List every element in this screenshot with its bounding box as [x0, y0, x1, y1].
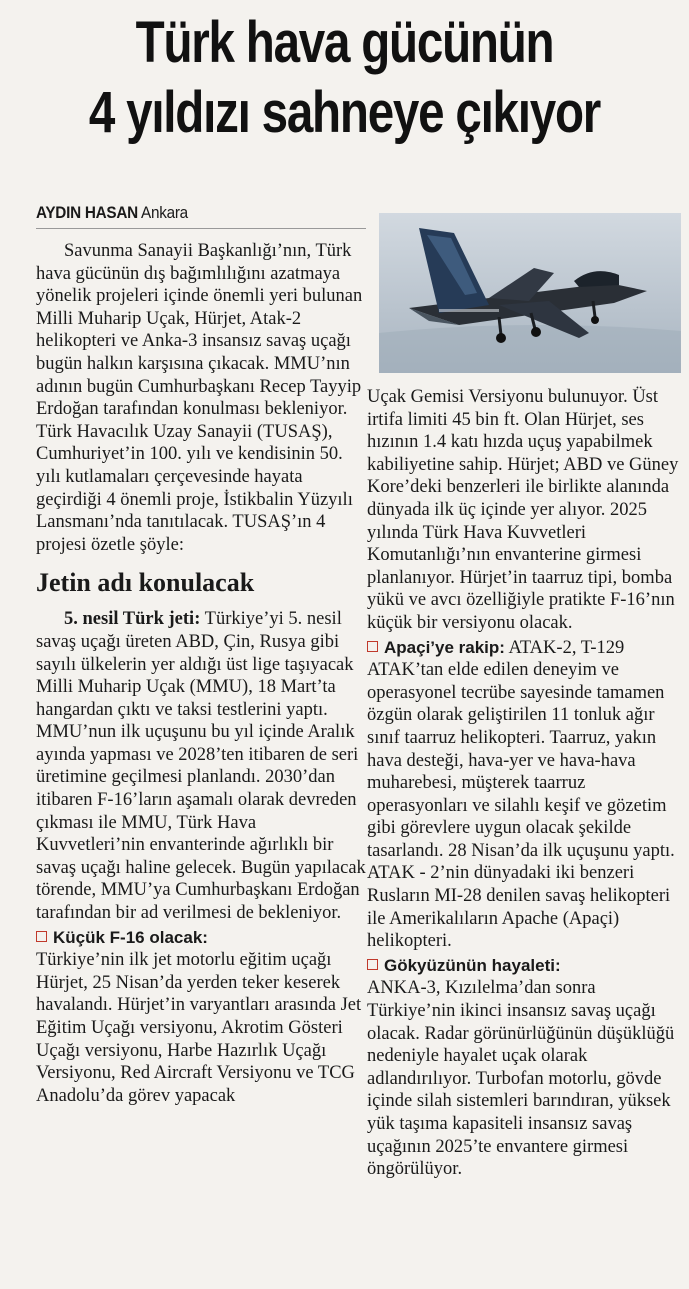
headline-line-1: Türk hava gücünün [135, 10, 554, 75]
section-2-continued: Uçak Gemisi Versiyonu bulunuyor. Üst irtifa limiti 45 bin ft. Olan Hürjet, ses hızının 1.4 katı hızda uçuş yapabilmek kabiliyetine sahip. Hürjet; ABD ve Güney Kore’deki benzerleri ile birlikte alanında dünyada ilk üç içinde yer alıyor. 2025 yılında Türk Hava Kuvvetleri Komutanlığı’nın envanterine girmesi planlanıyor. Hürjet’in taarruz tipi, bomba yükü ve avcı özelliğiyle pratikte F-16’nın küçük bir versiyonu olacak. [367, 387, 679, 633]
section-4-paragraph: ANKA-3, Kızılelma’dan sonra Türkiye’nin ikinci insansız savaş uçağı olacak. Radar görünürlüğünün düşüklüğü nedeniyle hayalet uçak olarak adlandırılıyor. Turbofan motorlu, gövde içinde silah sistemleri barındıran, yüksek yük taşıma kapasiteli insansız savaş uçağının 2025’te envantere girmesi öngörülüyor. [367, 978, 675, 1180]
byline [36, 203, 188, 223]
section-2-lead: Küçük F-16 olacak: [53, 927, 208, 947]
byline-author: AYDIN HASAN [36, 203, 138, 222]
section-3-lead: Apaçi’ye rakip: [384, 637, 505, 657]
section-1-text: Türkiye’yi 5. nesil savaş uçağı üreten ABD, Çin, Rusya gibi sayılı ülkelerin yer aldığı üst lige taşıyacak Milli Muharip Uçak (MMU), 18 Mart’ta hangardan çıktı ve taksi testlerini yaptı. MMU’nun ilk uçuşunu bu yıl içinde Aralık ayında yapması ve 2028’ten itibaren de seri üretimine geçilmesi planlandı. 2030’dan itibaren F-16’ların aşamalı olarak devreden çıkması ile MMU, Türk Hava Kuvvetleri’nin envanterinde ağırlıklı bir savaş uçağı haline gelecek. Bugün yapılacak törende, MMU’ya Cumhurbaşkanı Erdoğan tarafından bir ad verilmesi de bekleniyor. [36, 609, 366, 924]
section-3-text: ATAK-2, T-129 ATAK’tan elde edilen deneyim ve operasyonel tecrübe sayesinde tamamen özgün olarak geliştirilen 11 tonluk ağır sınıf taarruz helikopteri. Taarruz, yakın hava desteği, hava-yer ve hava-hava muharebesi, müşterek taarruz operasyonları ve silahlı keşif ve gözetim gibi görevlere uygun olacak şekilde tasarlandı. 28 Nisan’da ilk uçuşunu yaptı. ATAK - 2’nin dünyadaki iki benzeri Rusların MI-28 denilen savaş helikopteri ile Amerikalıların Apache (Apaçi) helikopteri. [367, 637, 675, 952]
byline-rule [36, 228, 366, 229]
square-bullet-icon [367, 641, 378, 652]
section-2-heading [36, 927, 366, 950]
square-bullet-icon [36, 931, 47, 942]
intro-paragraph: Savunma Sanayii Başkanlığı’nın, Türk hava gücünün dış bağımlılığını azatmaya yönelik projeleri içinde önemli yeri bulunan Milli Muharip Uçak, Hürjet, Atak-2 helikopteri ve Anka-3 insansız savaş uçağı bugün halkın karşısına çıkacak. MMU’nın adının bugün Cumhurbaşkanı Recep Tayyip Erdoğan tarafından konulması bekleniyor. Türk Havacılık Uzay Sanayii (TUSAŞ), Cumhuriyet’in 100. yılı ve kendisinin 50. yılı kutlamaları çerçevesinde hayata geçirdiği 4 önemli proje, İstikbalin Yüzyılı Lansmanı’nda tanıtılacak. TUSAŞ’ın 4 projesi özetle şöyle: [36, 241, 363, 555]
section-1-lead: 5. nesil Türk jeti: [64, 609, 201, 630]
jet-photo [379, 213, 681, 373]
section-1-paragraph [36, 608, 366, 924]
column-1 [36, 240, 366, 1107]
section-3-paragraph [367, 637, 683, 953]
section-2-paragraph: Türkiye’nin ilk jet motorlu eğitim uçağı Hürjet, 25 Nisan’da yerden teker keserek havalandı. Hürjet’in varyantları arasında Jet Eğitim Uçağı versiyonu, Akrotim Gösteri Uçağı versiyonu, Harbe Hazırlık Uçağı Versiyonu, Red Aircraft Versiyonu ve TCG Anadolu’da görev yapacak [36, 950, 362, 1106]
column-2 [367, 386, 683, 1181]
byline-city: Ankara [141, 203, 188, 222]
headline [62, 8, 627, 148]
square-bullet-icon [367, 959, 378, 970]
subheading: Jetin adı konulacak [36, 568, 255, 598]
headline-line-2: 4 yıldızı sahneye çıkıyor [88, 80, 601, 145]
section-4-heading [367, 955, 683, 978]
jet-illustration [379, 213, 681, 373]
section-4-lead: Gökyüzünün hayaleti: [384, 955, 561, 975]
